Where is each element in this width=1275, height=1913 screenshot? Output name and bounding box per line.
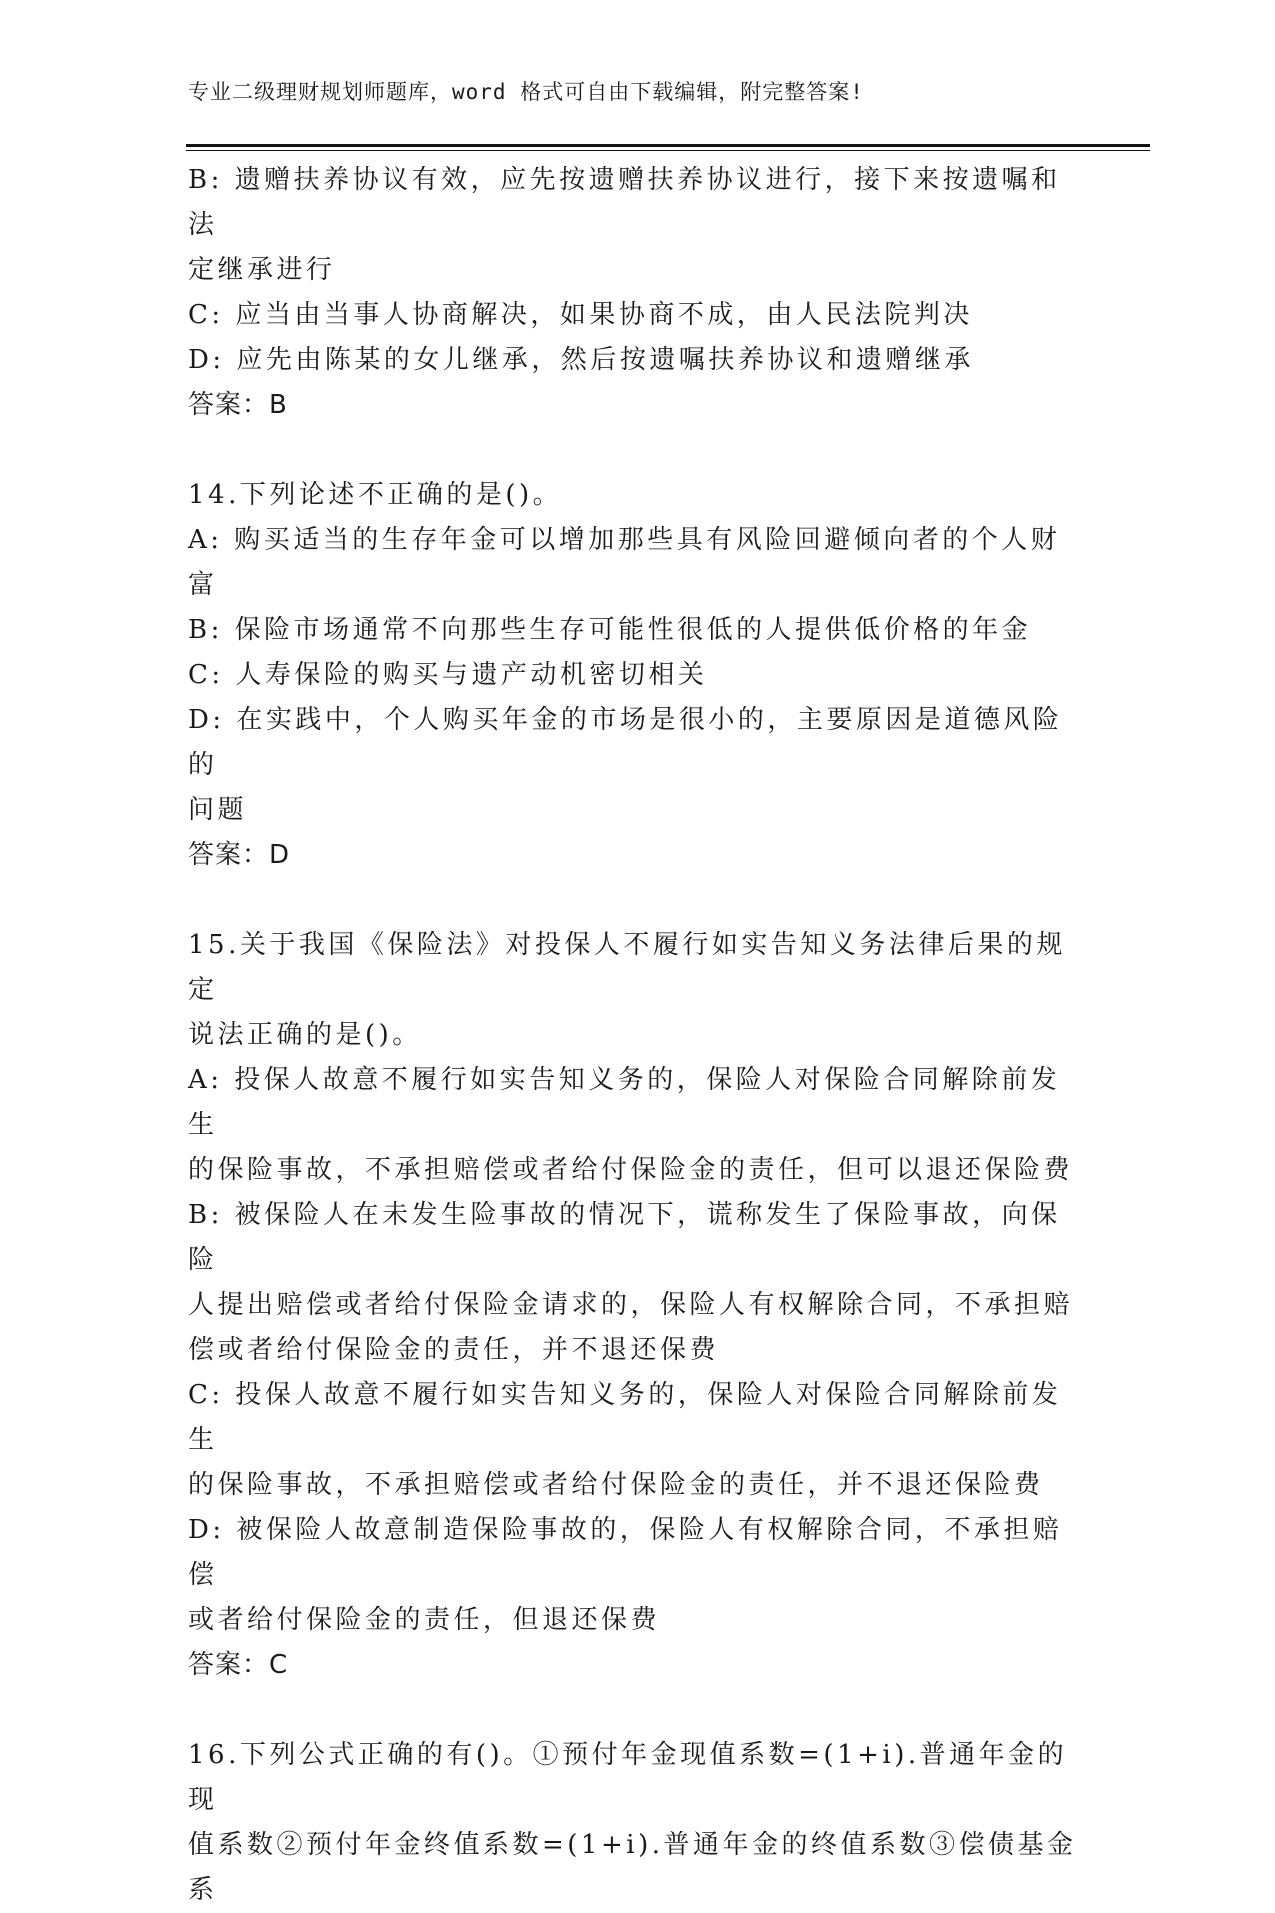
q15-option-c-cont: 的保险事故，不承担赔偿或者给付保险金的责任，并不退还保险费: [188, 1470, 1044, 1500]
q13-option-d: D: 应先由陈某的女儿继承，然后按遗嘱扶养协议和遗赠继承: [188, 345, 974, 375]
q15-option-b-cont2: 偿或者给付保险金的责任，并不退还保费: [188, 1335, 720, 1365]
header-rule-thick: [186, 144, 1150, 147]
q15-option-a-cont: 的保险事故，不承担赔偿或者给付保险金的责任，但可以退还保险费: [188, 1155, 1074, 1185]
q13-option-c: C: 应当由当事人协商解决，如果协商不成，由人民法院判决: [188, 300, 973, 330]
header-rule-thin: [186, 150, 1150, 151]
q15-answer: 答案：C: [188, 1650, 289, 1680]
q15-option-a: A: 投保人故意不履行如实告知义务的，保险人对保险合同解除前发生: [188, 1065, 1061, 1140]
spacer: [188, 428, 1078, 473]
q15-option-b: B: 被保险人在未发生险事故的情况下，谎称发生了保险事故，向保险: [188, 1200, 1061, 1275]
q14-answer: 答案：D: [188, 840, 291, 870]
q15-option-b-cont: 人提出赔偿或者给付保险金请求的，保险人有权解除合同，不承担赔: [188, 1290, 1074, 1320]
q16-stem-cont: 值系数②预付年金终值系数=(1+i).普通年金的终值系数③偿债基金系: [188, 1830, 1077, 1905]
q14-option-d: D: 在实践中，个人购买年金的市场是很小的，主要原因是道德风险的: [188, 705, 1063, 780]
spacer: [188, 1688, 1078, 1733]
q16-stem: 16.下列公式正确的有()。①预付年金现值系数=(1+i).普通年金的现: [188, 1740, 1068, 1815]
q14-stem: 14.下列论述不正确的是()。: [188, 480, 563, 510]
q14-option-c: C: 人寿保险的购买与遗产动机密切相关: [188, 660, 708, 690]
q15-stem: 15.关于我国《保险法》对投保人不履行如实告知义务法律后果的规定: [188, 930, 1066, 1005]
q13-option-b: B: 遗赠扶养协议有效，应先按遗赠扶养协议进行，接下来按遗嘱和法: [188, 165, 1061, 240]
q13-option-b-cont: 定继承进行: [188, 255, 336, 285]
q15-option-c: C: 投保人故意不履行如实告知义务的，保险人对保险合同解除前发生: [188, 1380, 1062, 1455]
q15-stem-cont: 说法正确的是()。: [188, 1020, 422, 1050]
q14-option-d-cont: 问题: [188, 795, 248, 825]
q15-option-d: D: 被保险人故意制造保险事故的，保险人有权解除合同，不承担赔偿: [188, 1515, 1063, 1590]
spacer: [188, 878, 1078, 923]
q15-option-d-cont: 或者给付保险金的责任，但退还保费: [188, 1605, 661, 1635]
q14-option-b: B: 保险市场通常不向那些生存可能性很低的人提供低价格的年金: [188, 615, 1032, 645]
q14-option-a: A: 购买适当的生存年金可以增加那些具有风险回避倾向者的个人财富: [188, 525, 1061, 600]
q13-answer: 答案：B: [188, 390, 288, 420]
page-header: 专业二级理财规划师题库，word 格式可自由下载编辑，附完整答案!: [188, 80, 864, 104]
